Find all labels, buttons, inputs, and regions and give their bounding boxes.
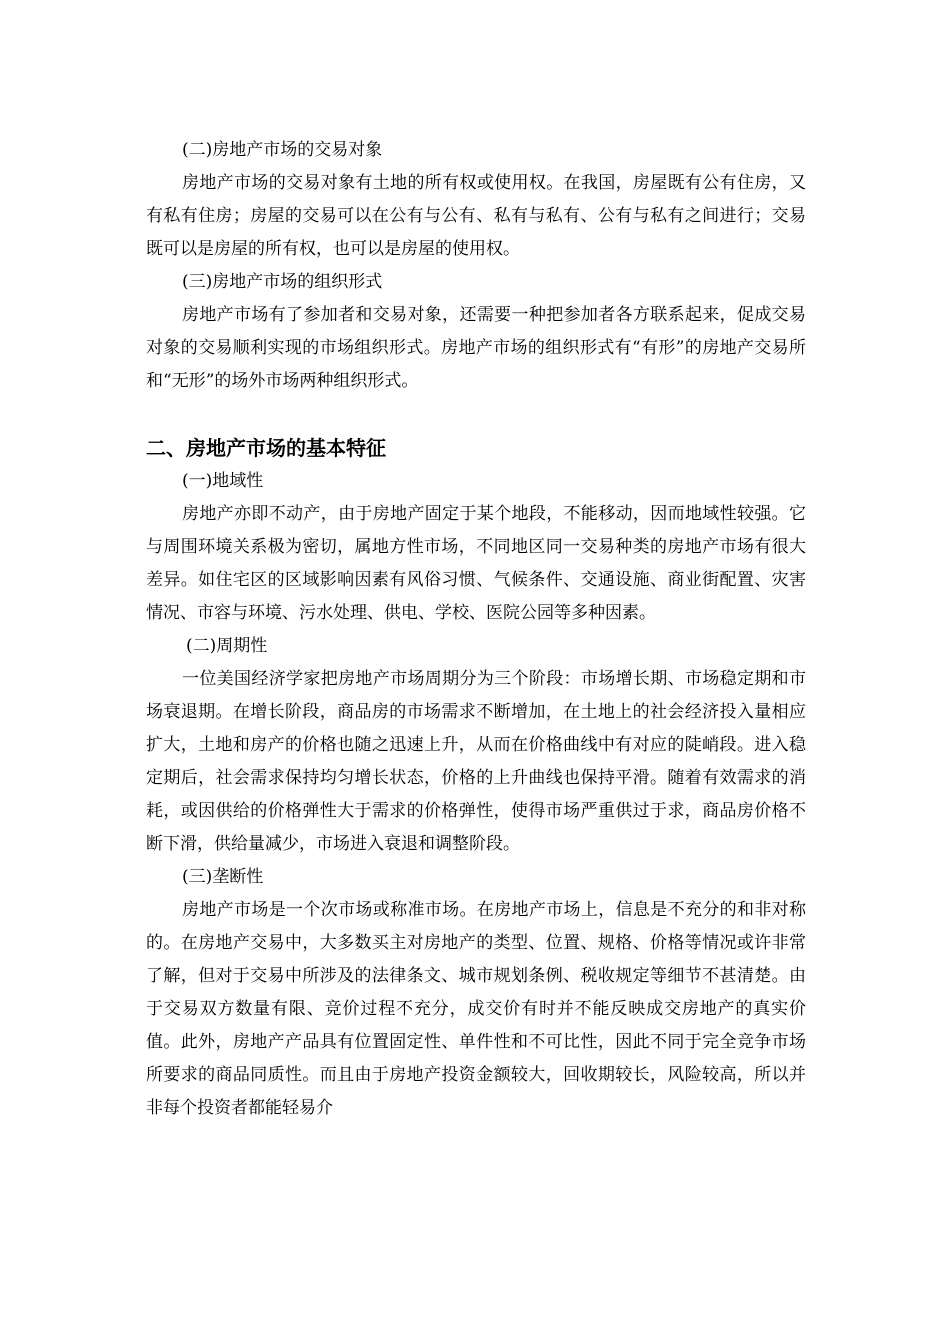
paragraph-monopoly: 房地产市场是一个次市场或称准市场。在房地产市场上，信息是不充分的和非对称的。在房地产交易中，大多数买主对房地产的类型、位置、规格、价格等情况或许非常了解，但对于交易中所涉及的法律条文、城市规划条例、税收规定等细节不甚清楚。由于交易双方数量有限、竞价过程不充分，成交价有时并不能反映成交房地产的真实价值。此外，房地产产品具有位置固定性、单件性和不可比性，因此不同于完全竞争市场所要求的商品同质性。而且由于房地产投资金额较大，回收期较长，风险较高，所以并非每个投资者都能轻易介 (146, 900, 806, 1118)
document-page (146, 134, 806, 1125)
paragraph-trade-objects: 房地产市场的交易对象有土地的所有权或使用权。在我国，房屋既有公有住房，又有私有住房；房屋的交易可以在公有与公有、私有与私有、公有与私有之间进行；交易既可以是房屋的所有权，也可以是房屋的使用权。 (146, 173, 806, 259)
subsection-title-cyclicality: (二)周期性 (186, 636, 268, 656)
subsection-title-monopoly: (三)垄断性 (182, 867, 264, 887)
paragraph-regionality: 房地产亦即不动产，由于房地产固定于某个地段，不能移动，因而地域性较强。它与周围环境关系极为密切，属地方性市场，不同地区同一交易种类的房地产市场有很大差异。如住宅区的区域影响因素有风俗习惯、气候条件、交通设施、商业街配置、灾害情况、市容与环境、污水处理、供电、学校、医院公园等多种因素。 (146, 504, 806, 623)
paragraph-organization-forms: 房地产市场有了参加者和交易对象，还需要一种把参加者各方联系起来，促成交易对象的交易顺利实现的市场组织形式。房地产市场的组织形式有“有形”的房地产交易所和“无形”的场外市场两种组织形式。 (146, 305, 806, 391)
subsection-title-regionality: (一)地域性 (182, 471, 264, 491)
section-heading-basic-features: 二、房地产市场的基本特征 (146, 436, 386, 460)
subsection-title-trade-objects: (二)房地产市场的交易对象 (182, 140, 383, 160)
paragraph-cyclicality: 一位美国经济学家把房地产市场周期分为三个阶段：市场增长期、市场稳定期和市场衰退期。在增长阶段，商品房的市场需求不断增加，在土地上的社会经济投入量相应扩大，土地和房产的价格也随之迅速上升，从而在价格曲线中有对应的陡峭段。进入稳定期后，社会需求保持均匀增长状态，价格的上升曲线也保持平滑。随着有效需求的消耗，或因供给的价格弹性大于需求的价格弹性，使得市场严重供过于求，商品房价格不断下滑，供给量减少，市场进入衰退和调整阶段。 (146, 669, 806, 854)
subsection-title-organization-forms: (三)房地产市场的组织形式 (182, 272, 383, 292)
